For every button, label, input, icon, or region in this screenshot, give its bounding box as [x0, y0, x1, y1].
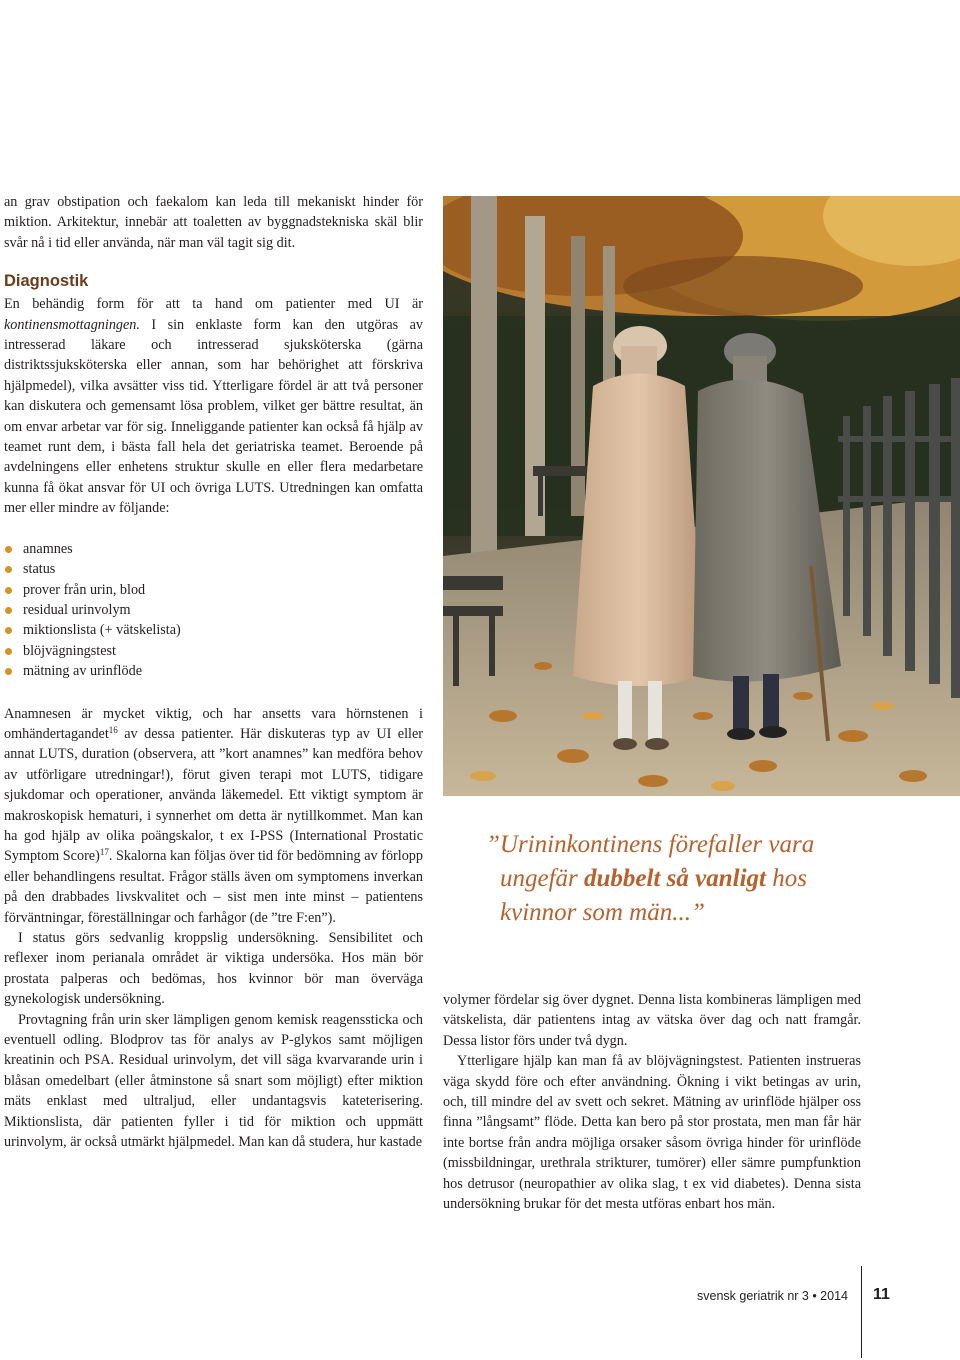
list-item: prover från urin, blod	[4, 580, 423, 600]
pull-quote	[486, 828, 906, 930]
list-item: residual urinvolym	[4, 600, 423, 620]
pull-quote-emphasis: dubbelt så vanligt	[584, 865, 766, 892]
pull-quote-text: ungefär	[500, 865, 585, 892]
list-item: anamnes	[4, 539, 423, 559]
status-paragraph: I status görs sedvanlig kroppslig undersökning. Sensibilitet och reflexer inom perianala området är viktiga undersöka. Hos män bör prostata palperas och bedömas, hos kvinnor bör man överväga gynekologisk undersökning.	[4, 930, 423, 1008]
left-column	[4, 192, 423, 1152]
reference-16: 16	[108, 724, 118, 735]
anam-text-3: . Skalorna kan följas över tid för bedömning av förlopp eller behandlingens resultat. Frågor ställs även om symptomens inverkan på den drabbades livskvalitet och – sist men inte minst – patientens förväntningar, föreställningar och farhågor (de ”tre F:en”).	[4, 848, 423, 926]
page-footer	[640, 1286, 960, 1310]
investigation-list	[4, 539, 423, 682]
list-item: miktionslista (+ vätskelista)	[4, 620, 423, 640]
provtagning-paragraph: Provtagning från urin sker lämpligen genom kemisk reagenssticka och eventuell odling. Blodprov tas för analys av P-glykos samt möjligen kreatinin och PSA. Residual urinvolym, det vill säga kvarvarande urin i blåsan omedelbart (eller åtminstone så snart som möjligt) efter miktion mäts enklast med ultraljud, eller undantagsvis kateterisering. Miktionslista, där patienten fyller i tid för miktion och uppmätt urinvolym, är också utmärkt hjälpmedel. Man kan då studera, hur kastade	[4, 1011, 423, 1151]
blojvagning-paragraph: Ytterligare hjälp kan man få av blöjvägningstest. Patienten instrueras väga skydd före och efter användning. Ökning i vikt betingas av urin, och, till mindre del av svett och sekret. Mätning av urinflöde hjälper oss finna ”långsamt” flöde. Detta kan bero på stor prostata, men man får här inte bortse från andra möjliga orsaker såsom övriga hinder för urinflöde (missbildningar, urethrala strikturer, tumörer) eller sämre pumpfunktion hos detrusor (neuropathier av olika slag, t ex vid diabetes). Denna sista undersökning brukar för det mesta utföras enbart hos män.	[443, 1053, 861, 1213]
anam-text-1: Anamnesen är mycket viktig, och har ansetts vara hörnstenen i omhändertagandet	[4, 705, 423, 742]
volymer-paragraph: volymer fördelar sig över dygnet. Denna lista kombineras lämpligen med vätskelista, där patientens intag av vätska över dag och natt framgår. Dessa listor förs under två dygn.	[443, 992, 861, 1049]
reference-17: 17	[99, 847, 109, 858]
elderly-couple-photo	[443, 196, 960, 796]
page-number: 11	[873, 1286, 890, 1303]
list-item: blöjvägningstest	[4, 641, 423, 661]
anamnes-paragraph	[4, 704, 423, 928]
diagnostik-paragraph	[4, 294, 423, 518]
pull-quote-line-2	[486, 862, 906, 896]
diag-text-italic: kontinensmottagningen.	[4, 316, 140, 333]
pull-quote-line-3: kvinnor som män...”	[500, 899, 705, 926]
list-item: status	[4, 559, 423, 579]
anam-text-2: av dessa patienter. Här diskuteras typ av UI eller annat LUTS, duration (observera, att ”kort anamnes” kan medföra behov av utförligare utredningar!), förut given terapi mot LUTS, tidigare sjukdomar och operationer, använda läkemedel. Ett viktigt symptom är makroskopisk hematuri, i synnerhet om detta är nytillkommet. Man kan ha god hjälp av olika poängskalor, t ex I-PSS (International Prostatic Symptom Score)	[4, 725, 423, 865]
list-item: mätning av urinflöde	[4, 661, 423, 681]
intro-paragraph: an grav obstipation och faekalom kan leda till mekaniskt hinder för miktion. Arkitektur, innebär att toaletten av byggnadstekniska skäl blir svår nå i tid eller använda, när man väl tagit sig dit.	[4, 194, 423, 251]
diag-text-pre: En behändig form för att ta hand om patienter med UI är	[4, 296, 423, 313]
diag-text-post: I sin enklaste form kan den utgöras av intresserad läkare och intresserad sjuksköterska (gärna distriktssjuksköterska eller annan, som har behörighet att förskriva hjälpmedel), vilka avsätter viss tid. Ytterligare fördel är att två personer kan diskutera och gemensamt lösa problem, vilket ger bättre resultat, än om envar arbetar var för sig. Inneliggande patienter kan också få hjälp av teamet runt dem, i bästa fall hela det geriatriska teamet. Beroende på avdelningens eller enhetens struktur skulle en eller flera medarbetare kunna få ökat ansvar för UI och övriga LUTS. Utredningen kan omfatta mer eller mindre av följande:	[4, 316, 423, 517]
pull-quote-text: hos	[766, 865, 807, 892]
magazine-name: svensk geriatrik nr 3 • 2014	[697, 1289, 848, 1303]
pull-quote-line-1: ”Urininkontinens förefaller vara	[486, 831, 815, 858]
section-heading: Diagnostik	[4, 272, 89, 291]
right-column	[443, 990, 861, 1214]
footer-divider	[861, 1266, 862, 1358]
